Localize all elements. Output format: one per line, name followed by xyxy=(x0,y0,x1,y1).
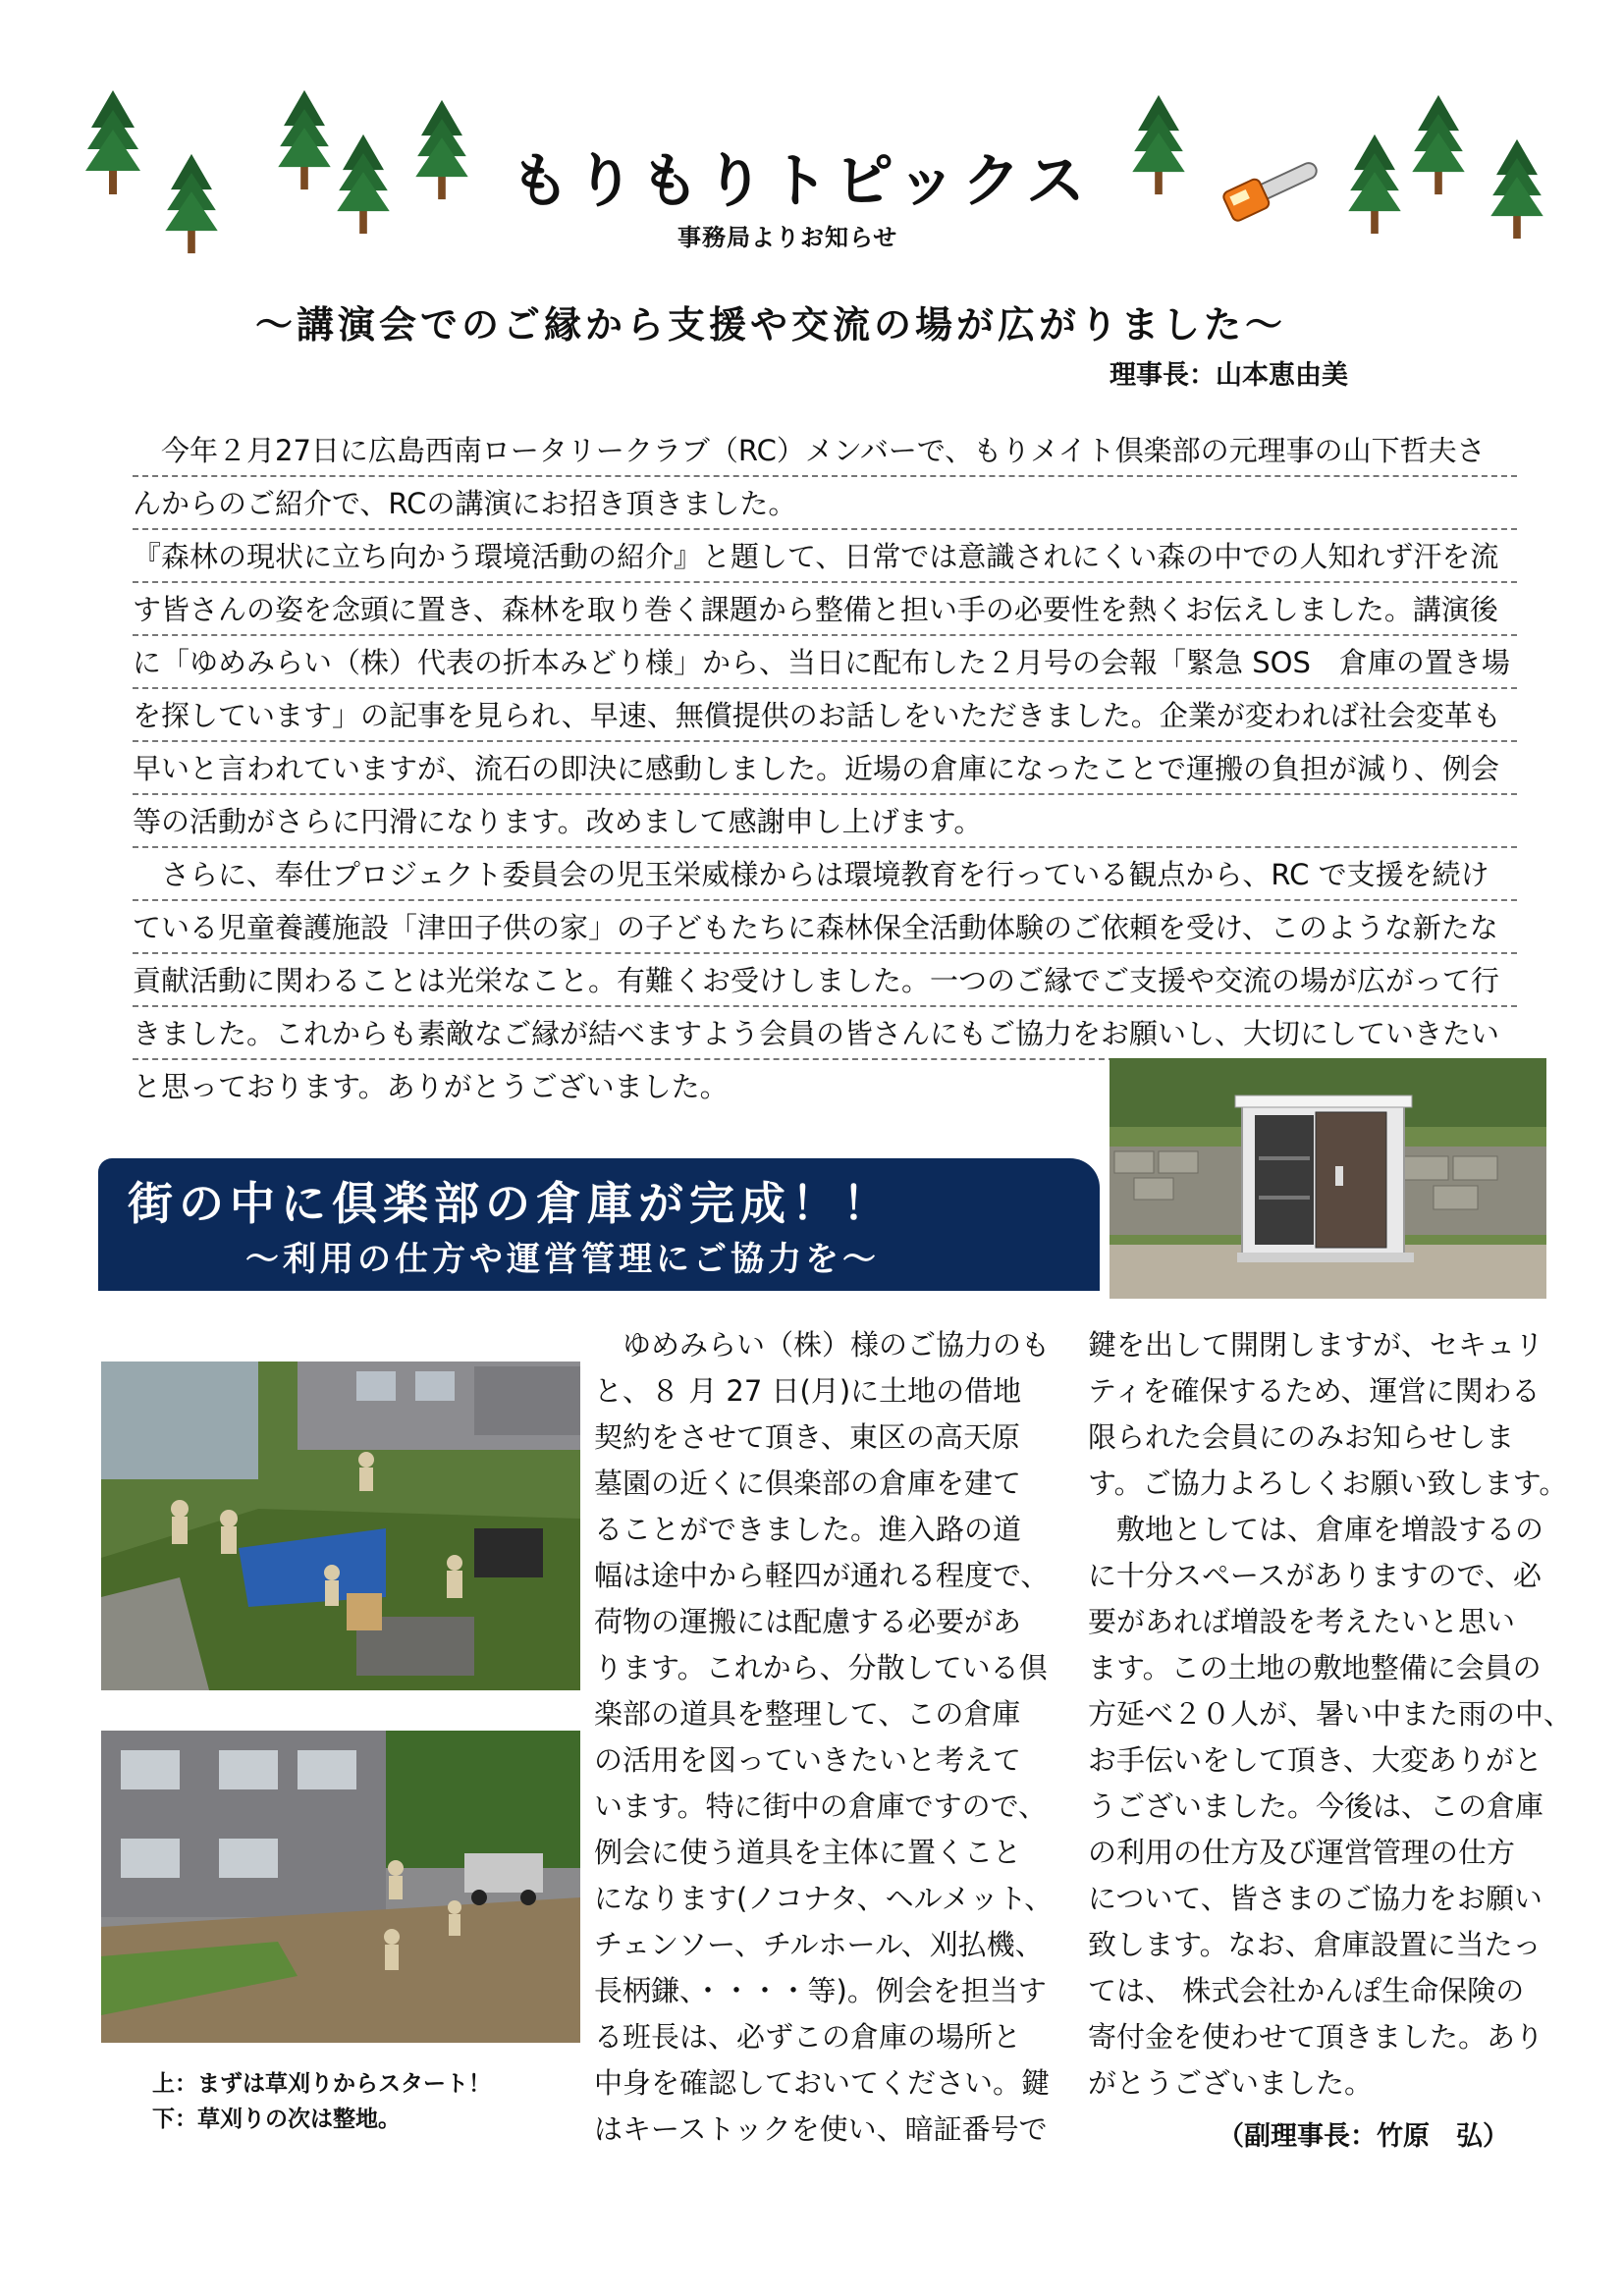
article-line: に「ゆめみらい（株）代表の折本みどり様」から、当日に配布した２月号の会報「緊急 SOS 倉庫の置き場 xyxy=(133,636,1517,689)
column-line: います。特に街中の倉庫ですので、 xyxy=(594,1789,1048,1823)
section-banner xyxy=(98,1158,1100,1291)
land-leveling-photo xyxy=(101,1731,580,2043)
column-line: 荷物の運搬には配慮する必要があ xyxy=(594,1605,1022,1638)
article-line: きました。これからも素敵なご縁が結べますよう会員の皆さんにもご協力をお願いし、大切にしていきたい xyxy=(133,1007,1114,1060)
column-line: ては、 株式会社かんぽ生命保険の xyxy=(1088,1974,1525,2007)
column-line: る班長は、必ずこの倉庫の場所と xyxy=(594,2020,1022,2054)
article-line: 今年２月27日に広島西南ロータリークラブ（RC）メンバーで、もりメイト倶楽部の元理事の山下哲夫さ xyxy=(133,424,1517,477)
tree-icon xyxy=(83,88,142,196)
page-title: もりもりトピックス xyxy=(511,147,1091,216)
banner-title: 街の中に倶楽部の倉庫が完成！！ xyxy=(128,1177,893,1230)
column-line: 楽部の道具を整理して、この倉庫 xyxy=(594,1697,1021,1731)
article-line: 貢献活動に関わることは光栄なこと。有難くお受けしました。一つのご縁でご支援や交流の場が広がって行 xyxy=(133,954,1517,1007)
column-line: 敷地としては、倉庫を増設するの xyxy=(1088,1513,1544,1546)
shed-photo xyxy=(1110,1058,1546,1299)
tree-icon xyxy=(1129,93,1188,196)
caption-bottom: 下：草刈りの次は整地。 xyxy=(152,2107,401,2132)
column-line: お手伝いをして頂き、大変ありがと xyxy=(1088,1743,1543,1777)
column-line: 長柄鎌、・・・・等)。例会を担当す xyxy=(594,1974,1047,2007)
article2-author: （副理事長：竹原 弘） xyxy=(1218,2121,1509,2152)
column-line: チェンソー、チルホール、刈払機、 xyxy=(594,1928,1044,1961)
article-line: んからのご紹介で、RCの講演にお招き頂きました。 xyxy=(133,477,1517,530)
article-line: さらに、奉仕プロジェクト委員会の児玉栄威様からは環境教育を行っている観点から、RC で支援を続け xyxy=(133,848,1517,901)
tree-icon xyxy=(1409,93,1468,196)
caption-top: 上：まずは草刈りからスタート！ xyxy=(152,2071,491,2097)
column-line: 契約をさせて頂き、東区の高天原 xyxy=(594,1420,1020,1454)
banner-subtitle: ～利用の仕方や運営管理にご協力を～ xyxy=(245,1240,880,1279)
tree-icon xyxy=(1345,133,1404,236)
article-line: を探しています」の記事を見られ、早速、無償提供のお話しをいただきました。企業が変われば社会変革も xyxy=(133,689,1517,742)
article-line: 早いと言われていますが、流石の即決に感動しました。近場の倉庫になったことで運搬の負担が減り、例会 xyxy=(133,742,1517,795)
tree-icon xyxy=(275,88,334,191)
column-line: 幅は途中から軽四が通れる程度で、 xyxy=(594,1559,1050,1592)
article2-column-right xyxy=(1088,1322,1573,2107)
column-line: ります。これから、分散している倶 xyxy=(594,1651,1048,1684)
column-line: 鍵を出して開閉しますが、セキュリ xyxy=(1088,1328,1544,1362)
column-line: 寄付金を使わせて頂きました。あり xyxy=(1088,2020,1544,2054)
column-line: 致します。なお、倉庫設置に当たっ xyxy=(1088,1928,1542,1961)
photo-caption xyxy=(152,2066,584,2137)
column-line: 要があれば増設を考えたいと思い xyxy=(1088,1605,1516,1638)
column-line: うございました。今後は、この倉庫 xyxy=(1088,1789,1544,1823)
column-line: ゆめみらい（株）様のご協力のも xyxy=(594,1328,1051,1362)
column-line: ることができました。進入路の道 xyxy=(594,1513,1022,1546)
column-line: 中身を確認しておいてください。鍵 xyxy=(594,2066,1051,2100)
tree-icon xyxy=(1488,137,1546,240)
page-subtitle: 事務局よりお知らせ xyxy=(677,224,898,251)
column-line: 方延べ２０人が、暑い中また雨の中、 xyxy=(1088,1697,1573,1731)
column-line: と、８ 月 27 日(月)に土地の借地 xyxy=(594,1374,1022,1408)
column-line: 墓園の近くに倶楽部の倉庫を建て xyxy=(594,1467,1022,1500)
article-author: 理事長：山本恵由美 xyxy=(1110,360,1348,391)
column-line: がとうございました。 xyxy=(1088,2066,1374,2100)
grass-cutting-photo xyxy=(101,1362,580,1690)
article-headline: ～講演会でのご縁から支援や交流の場が広がりました～ xyxy=(255,303,1287,347)
column-line: の利用の仕方及び運営管理の仕方 xyxy=(1088,1836,1516,1869)
column-line: になります(ノコナタ、ヘルメット、 xyxy=(594,1882,1054,1915)
article-body xyxy=(133,424,1517,1113)
tree-icon xyxy=(412,98,471,201)
column-line: 限られた会員にのみお知らせしま xyxy=(1088,1420,1515,1454)
column-line: す。ご協力よろしくお願い致します。 xyxy=(1088,1467,1568,1500)
column-line: について、皆さまのご協力をお願い xyxy=(1088,1882,1543,1915)
column-line: はキーストックを使い、暗証番号で xyxy=(594,2112,1048,2146)
article-line: ている児童養護施設「津田子供の家」の子どもたちに森林保全活動体験のご依頼を受け、このような新たな xyxy=(133,901,1517,954)
article2-column-middle xyxy=(594,1322,1056,2153)
chainsaw-icon xyxy=(1218,157,1326,230)
column-line: に十分スペースがありますので、必 xyxy=(1088,1559,1542,1592)
column-line: ます。この土地の敷地整備に会員の xyxy=(1088,1651,1542,1684)
column-line: の活用を図っていきたいと考えて xyxy=(594,1743,1022,1777)
article-line: す皆さんの姿を念頭に置き、森林を取り巻く課題から整備と担い手の必要性を熱くお伝えしました。講演後 xyxy=(133,583,1517,636)
article-line: と思っております。ありがとうございました。 xyxy=(133,1070,729,1103)
tree-icon xyxy=(162,152,221,255)
article-line: 等の活動がさらに円滑になります。改めまして感謝申し上げます。 xyxy=(133,795,1517,848)
column-line: 例会に使う道具を主体に置くこと xyxy=(594,1836,1022,1869)
column-line: ティを確保するため、運営に関わる xyxy=(1088,1374,1541,1408)
article-line: 『森林の現状に立ち向かう環境活動の紹介』と題して、日常では意識されにくい森の中での人知れず汗を流 xyxy=(133,530,1517,583)
tree-icon xyxy=(334,133,393,236)
